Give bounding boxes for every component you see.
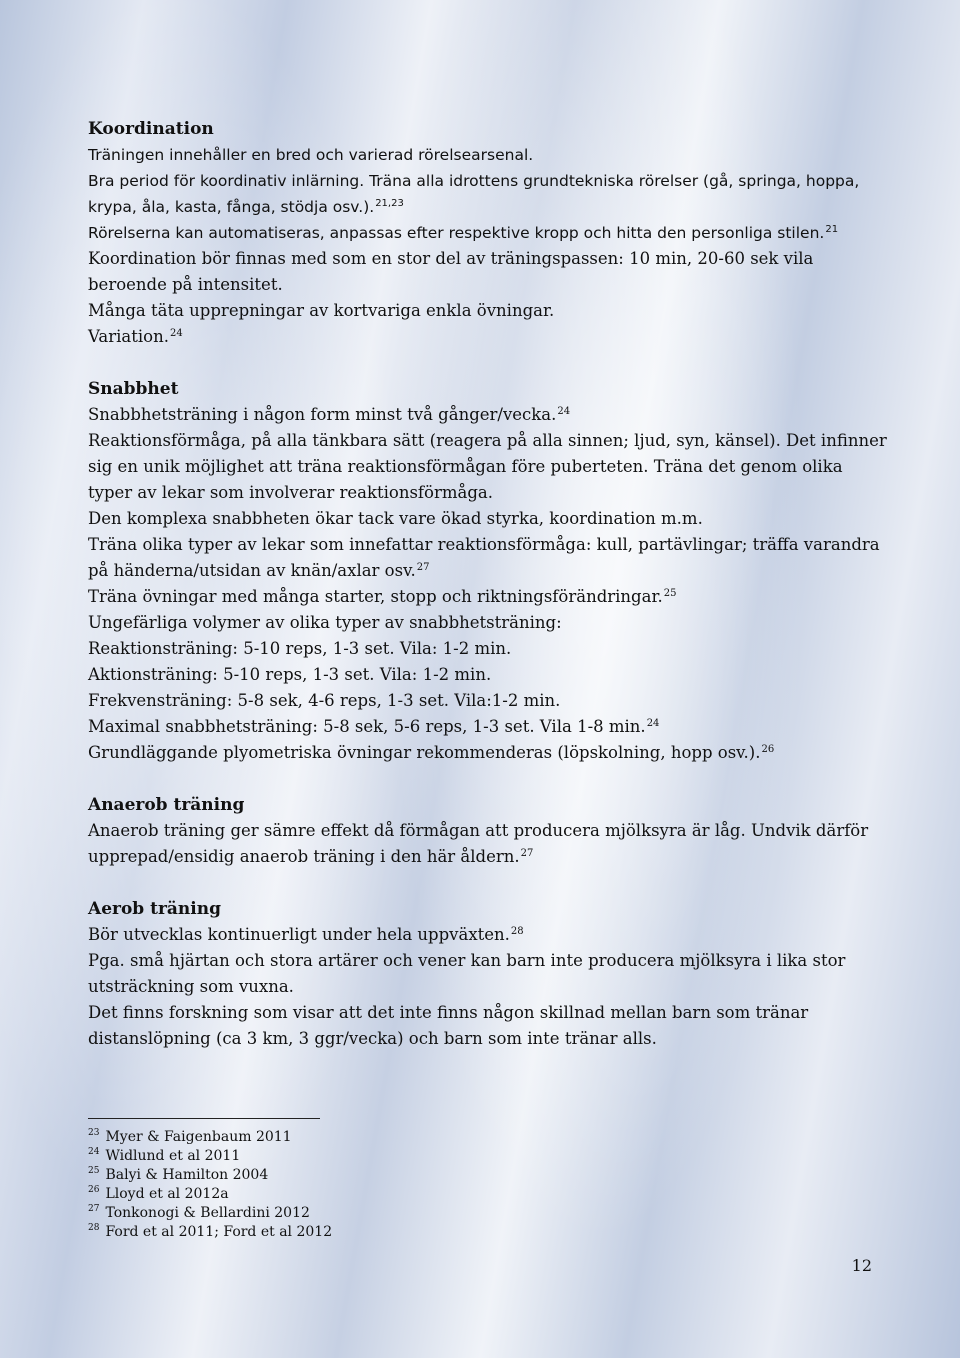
paragraph: Koordination bör finnas med som en stor del av träningspassen: 10 min, 20-60 sek vila beroende på intensitet. bbox=[88, 249, 814, 294]
footnote-ref: 24 bbox=[169, 327, 183, 339]
footnote-item: $^{25}$ Balyi & Hamilton 2004 bbox=[88, 1166, 269, 1183]
paragraph: Pga. små hjärtan och stora artärer och vener kan barn inte producera mjölksyra i lika stor utsträckning som vuxna. bbox=[88, 951, 846, 996]
footnote-item: $^{27}$ Tonkonogi & Bellardini 2012 bbox=[88, 1204, 310, 1221]
paragraph: Variation.$^{24}$ bbox=[88, 327, 183, 346]
footnotes bbox=[88, 1128, 332, 1242]
paragraph: Reaktionsträning: 5-10 reps, 1-3 set. Vila: 1-2 min. bbox=[88, 639, 512, 658]
heading-koordination: Koordination bbox=[88, 119, 214, 139]
paragraph: Den komplexa snabbheten ökar tack vare ökad styrka, koordination m.m. bbox=[88, 509, 703, 528]
paragraph: Reaktionsförmåga, på alla tänkbara sätt (reagera på alla sinnen; ljud, syn, känsel). Det infinner sig en unik möjlighet att träna reaktionsförmågan före puberteten. Träna det genom olika typer av lekar som involverar reaktionsförmåga. bbox=[88, 431, 887, 502]
paragraph: Anaerob träning ger sämre effekt då förmågan att producera mjölksyra är låg. Undvik därför upprepad/ensidig anaerob träning i den här åldern.$^{27}$ bbox=[88, 821, 869, 866]
paragraph: Bra period för koordinativ inlärning. Träna alla idrottens grundtekniska rörelser (gå, springa, hoppa, krypa, åla, kasta, fånga, stödja osv.).$^{21,23}$ bbox=[88, 172, 860, 216]
section-snabbhet bbox=[88, 376, 888, 766]
footnote-separator bbox=[88, 1118, 320, 1119]
footnote-ref: 27 bbox=[416, 561, 430, 573]
paragraph: Rörelserna kan automatiseras, anpassas efter respektive kropp och hitta den personliga stilen.$^{21}$ bbox=[88, 223, 839, 242]
heading-aerob: Aerob träning bbox=[88, 899, 221, 919]
section-koordination bbox=[88, 116, 888, 350]
page-number: 12 bbox=[851, 1256, 872, 1275]
footnote-item: $^{23}$ Myer & Faigenbaum 2011 bbox=[88, 1128, 292, 1145]
section-anaerob bbox=[88, 792, 888, 870]
paragraph: Frekvensträning: 5-8 sek, 4-6 reps, 1-3 set. Vila:1-2 min. bbox=[88, 691, 561, 710]
footnote-item: $^{26}$ Lloyd et al 2012a bbox=[88, 1185, 229, 1202]
paragraph: Träningen innehåller en bred och varierad rörelsearsenal. bbox=[88, 146, 534, 164]
paragraph: Snabbhetsträning i någon form minst två gånger/vecka.$^{24}$ bbox=[88, 405, 571, 424]
document-body bbox=[88, 116, 888, 1052]
footnote-ref: 24 bbox=[646, 717, 660, 729]
footnote-ref: 24 bbox=[557, 405, 571, 417]
paragraph: Det finns forskning som visar att det inte finns någon skillnad mellan barn som tränar distanslöpning (ca 3 km, 3 ggr/vecka) och barn som inte tränar alls. bbox=[88, 1003, 809, 1048]
footnote-ref: 21 bbox=[825, 223, 839, 235]
footnote-item: $^{28}$ Ford et al 2011; Ford et al 2012 bbox=[88, 1223, 333, 1240]
footnote-ref: 25 bbox=[663, 587, 677, 599]
heading-snabbhet: Snabbhet bbox=[88, 379, 179, 399]
heading-anaerob: Anaerob träning bbox=[88, 795, 245, 815]
footnote-ref: 26 bbox=[761, 743, 775, 755]
footnote-ref: 27 bbox=[520, 847, 534, 859]
paragraph: Maximal snabbhetsträning: 5-8 sek, 5-6 reps, 1-3 set. Vila 1-8 min.$^{24}$ bbox=[88, 717, 660, 736]
paragraph: Ungefärliga volymer av olika typer av snabbhetsträning: bbox=[88, 613, 562, 632]
footnote-item: $^{24}$ Widlund et al 2011 bbox=[88, 1147, 241, 1164]
paragraph: Träna olika typer av lekar som innefattar reaktionsförmåga: kull, partävlingar; träffa varandra på händerna/utsidan av knän/axlar osv.$^{27}$ bbox=[88, 535, 880, 580]
section-aerob bbox=[88, 896, 888, 1052]
paragraph: Grundläggande plyometriska övningar rekommenderas (löpskolning, hopp osv.).$^{26}$ bbox=[88, 743, 775, 762]
paragraph: Träna övningar med många starter, stopp och riktningsförändringar.$^{25}$ bbox=[88, 587, 677, 606]
paragraph: Aktionsträning: 5-10 reps, 1-3 set. Vila: 1-2 min. bbox=[88, 665, 492, 684]
paragraph: Många täta upprepningar av kortvariga enkla övningar. bbox=[88, 301, 555, 320]
footnote-ref: 28 bbox=[510, 925, 524, 937]
paragraph: Bör utvecklas kontinuerligt under hela uppväxten.$^{28}$ bbox=[88, 925, 524, 944]
footnote-ref: 21,23 bbox=[375, 197, 404, 209]
